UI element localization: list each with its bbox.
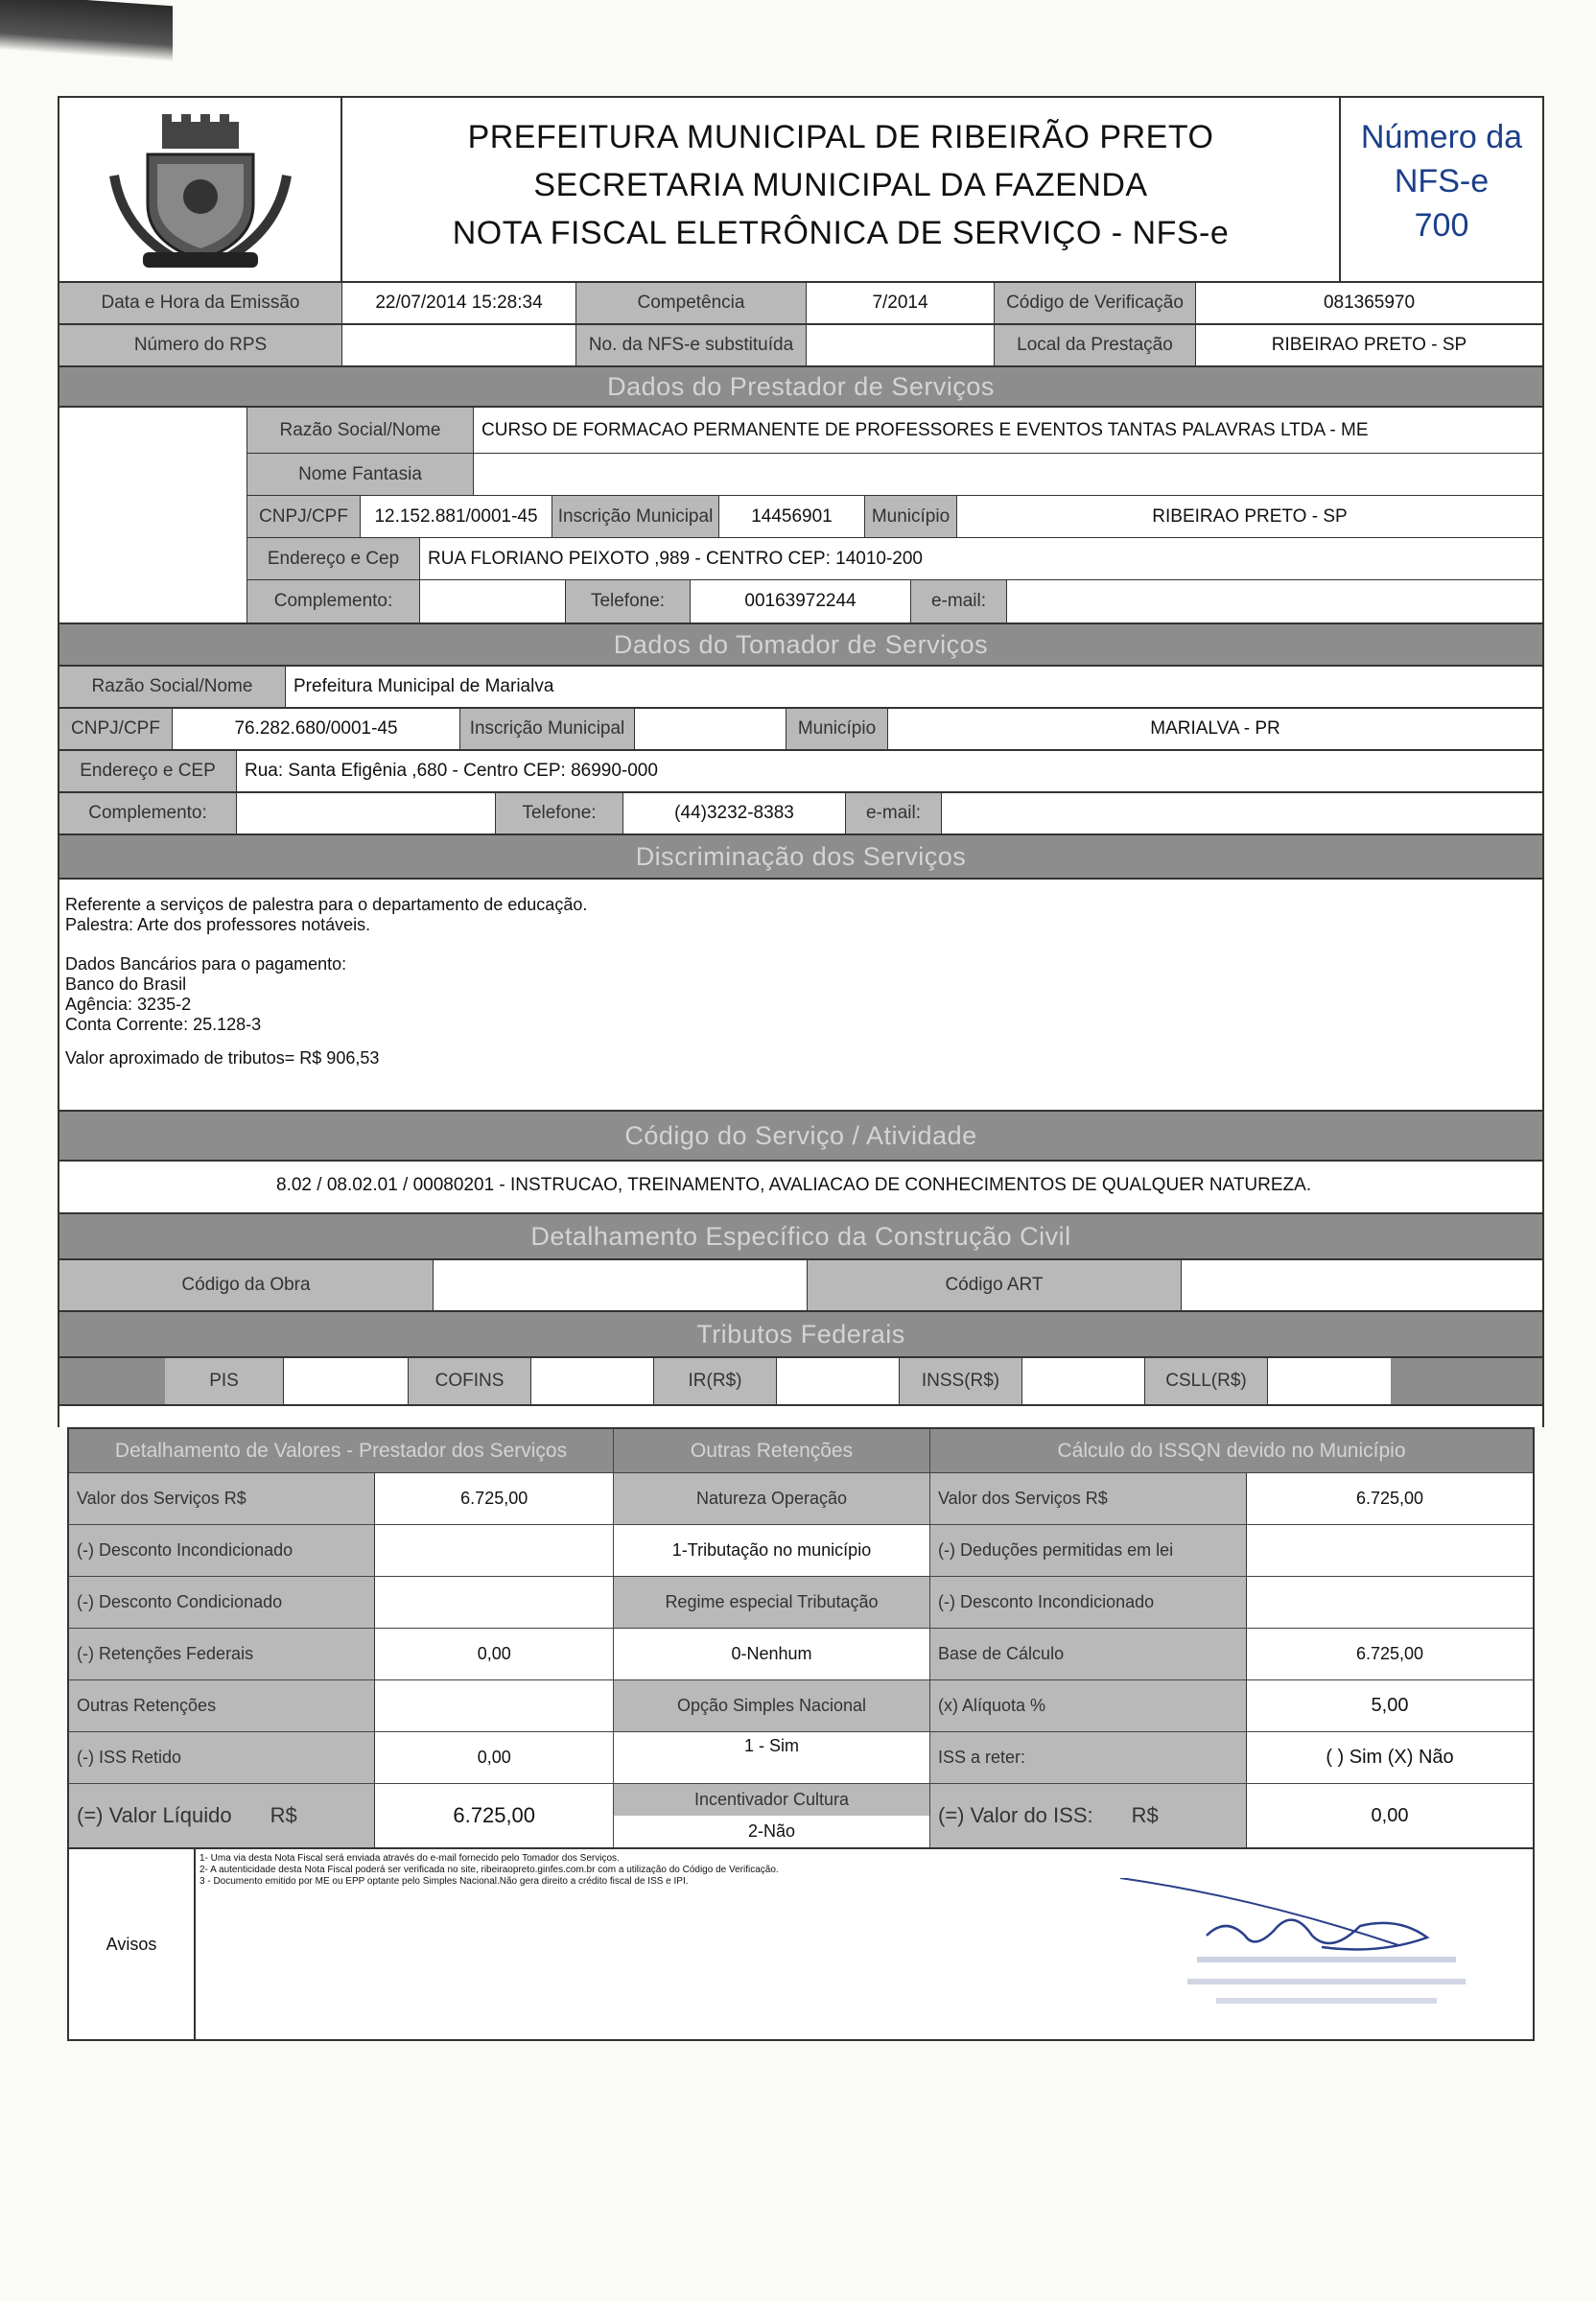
discriminacao-line-4: Banco do Brasil	[65, 974, 187, 994]
issqn-group	[930, 1473, 1533, 1847]
signature-stamp	[1111, 1878, 1475, 2012]
atividade-value: 8.02 / 08.02.01 / 00080201 - INSTRUCAO, TREINAMENTO, AVALIACAO DE CONHECIMENTOS DE QUALQUER NATUREZA.	[58, 1162, 1544, 1214]
prestador-email-label: e-mail:	[911, 580, 1007, 622]
scan-shadow	[0, 0, 173, 61]
prestador-inscricao-value: 14456901	[719, 496, 865, 537]
header-prefeitura: PREFEITURA MUNICIPAL DE RIBEIRÃO PRETO	[467, 119, 1214, 155]
nfse-document	[58, 96, 1544, 2041]
outras-retencoes-value	[375, 1680, 613, 1731]
deducoes-label: (-) Deduções permitidas em lei	[930, 1525, 1247, 1576]
tomador-municipio-value: MARIALVA - PR	[888, 709, 1542, 749]
construcao-section-title: Detalhamento Específico da Construção Civil	[58, 1214, 1544, 1260]
aliquota-label: (x) Alíquota %	[930, 1680, 1247, 1731]
prestador-email-value	[1007, 580, 1542, 622]
emission-row-1	[58, 283, 1544, 325]
nfse-number-value: 700	[1414, 207, 1469, 244]
tomador-telefone-label: Telefone:	[496, 793, 623, 834]
prestador-complemento-label: Complemento:	[247, 580, 420, 622]
discriminacao-body	[58, 880, 1544, 1112]
tomador-complemento-label: Complemento:	[59, 793, 237, 834]
tomador-municipio-label: Município	[786, 709, 888, 749]
tomador-cnpj-value: 76.282.680/0001-45	[173, 709, 460, 749]
csll-label: CSLL(R$)	[1145, 1358, 1268, 1404]
retencoes-federais-value: 0,00	[375, 1629, 613, 1679]
outras-retencoes-label: Outras Retenções	[69, 1680, 375, 1731]
header-secretaria: SECRETARIA MUNICIPAL DA FAZENDA	[533, 167, 1148, 203]
codigo-verificacao-label: Código de Verificação	[995, 283, 1196, 323]
deducoes-value	[1247, 1525, 1533, 1576]
avisos-block	[67, 1849, 1535, 2041]
valor-iss-value: 0,00	[1247, 1784, 1533, 1847]
tomador-section-title: Dados do Tomador de Serviços	[58, 624, 1544, 667]
valor-iss-currency: R$	[1131, 1803, 1159, 1827]
valores-block	[67, 1427, 1535, 1849]
valor-servicos-value: 6.725,00	[375, 1473, 613, 1524]
outras-retencoes-header: Outras Retenções	[614, 1429, 930, 1472]
ir-value	[777, 1358, 900, 1404]
discriminacao-line-2: Palestra: Arte dos professores notáveis.	[65, 915, 371, 934]
issqn-desconto-label: (-) Desconto Incondicionado	[930, 1577, 1247, 1628]
tomador-endereco-value: Rua: Santa Efigênia ,680 - Centro CEP: 86990-000	[237, 751, 1542, 791]
valor-iss-label: (=) Valor do ISS:	[938, 1803, 1093, 1827]
desconto-condicionado-value	[375, 1577, 613, 1628]
emission-row-2	[58, 325, 1544, 367]
competencia-label: Competência	[576, 283, 807, 323]
prestador-fantasia-label: Nome Fantasia	[247, 454, 474, 495]
prestador-endereco-label: Endereço e Cep	[247, 538, 420, 579]
tomador-cnpj-label: CNPJ/CPF	[59, 709, 173, 749]
header	[58, 96, 1544, 283]
tomador-email-value	[942, 793, 1542, 834]
valor-liquido-label-cell	[69, 1784, 375, 1847]
prestador-razao-value: CURSO DE FORMACAO PERMANENTE DE PROFESSORES E EVENTOS TANTAS PALAVRAS LTDA - ME	[474, 408, 1542, 453]
prestador-telefone-value: 00163972244	[691, 580, 911, 622]
discriminacao-line-6: Conta Corrente: 25.128-3	[65, 1015, 262, 1034]
iss-retido-label: (-) ISS Retido	[69, 1732, 375, 1783]
discriminacao-section-title: Discriminação dos Serviços	[58, 835, 1544, 880]
atividade-section-title: Código do Serviço / Atividade	[58, 1112, 1544, 1162]
construcao-row	[58, 1260, 1544, 1312]
pis-value	[284, 1358, 409, 1404]
prestador-cnpj-label: CNPJ/CPF	[247, 496, 361, 537]
tomador-row-2	[58, 709, 1544, 751]
tomador-row-1	[58, 667, 1544, 709]
inss-value	[1022, 1358, 1145, 1404]
tributos-row	[58, 1358, 1544, 1406]
codigo-art-value	[1182, 1260, 1542, 1310]
codigo-verificacao-value: 081365970	[1196, 283, 1542, 323]
retencoes-federais-label: (-) Retenções Federais	[69, 1629, 375, 1679]
iss-retido-value: 0,00	[375, 1732, 613, 1783]
header-titles	[342, 98, 1339, 281]
prestador-telefone-label: Telefone:	[566, 580, 691, 622]
discriminacao-line-1: Referente a serviços de palestra para o departamento de educação.	[65, 895, 588, 914]
prestador-municipio-label: Município	[865, 496, 957, 537]
nfse-substituida-value	[807, 325, 995, 365]
natureza-operacao-label: Natureza Operação	[614, 1473, 929, 1524]
prestador-municipio-value: RIBEIRAO PRETO - SP	[957, 496, 1542, 537]
valores-prestador-group	[69, 1473, 614, 1847]
numero-rps-label: Número do RPS	[59, 325, 342, 365]
data-hora-value: 22/07/2014 15:28:34	[342, 283, 576, 323]
tomador-row-3	[58, 751, 1544, 793]
discriminacao-line-5: Agência: 3235-2	[65, 995, 192, 1014]
header-nota-fiscal: NOTA FISCAL ELETRÔNICA DE SERVIÇO - NFS-e	[452, 215, 1230, 251]
cofins-label: COFINS	[409, 1358, 531, 1404]
tomador-email-label: e-mail:	[846, 793, 942, 834]
issqn-header: Cálculo do ISSQN devido no Município	[1057, 1439, 1406, 1462]
tomador-razao-value: Prefeitura Municipal de Marialva	[286, 667, 1542, 707]
prestador-logo-area	[59, 408, 247, 622]
prestador-endereco-value: RUA FLORIANO PEIXOTO ,989 - CENTRO CEP: 14010-200	[420, 538, 1542, 579]
tomador-razao-label: Razão Social/Nome	[59, 667, 286, 707]
nfse-substituida-label: No. da NFS-e substituída	[576, 325, 807, 365]
numero-rps-value	[342, 325, 576, 365]
issqn-valor-servicos-label: Valor dos Serviços R$	[930, 1473, 1247, 1524]
tributos-section-title: Tributos Federais	[58, 1312, 1544, 1358]
csll-value	[1268, 1358, 1391, 1404]
tomador-inscricao-label: Inscrição Municipal	[460, 709, 635, 749]
valor-liquido-currency: R$	[270, 1803, 297, 1827]
simples-nacional-label: Opção Simples Nacional	[614, 1680, 929, 1731]
aliquota-value: 5,00	[1247, 1680, 1533, 1731]
discriminacao-line-7: Valor aproximado de tributos= R$ 906,53	[65, 1048, 380, 1068]
local-prestacao-label: Local da Prestação	[995, 325, 1196, 365]
desconto-incondicionado-value	[375, 1525, 613, 1576]
avisos-label: Avisos	[69, 1849, 196, 2039]
nfse-number-label-1: Número da	[1360, 119, 1523, 155]
prestador-cnpj-value: 12.152.881/0001-45	[361, 496, 552, 537]
prestador-fantasia-value	[474, 454, 1542, 495]
codigo-art-label: Código ART	[808, 1260, 1182, 1310]
nfse-number-label-2: NFS-e	[1394, 163, 1490, 200]
inss-label: INSS(R$)	[900, 1358, 1022, 1404]
pis-label: PIS	[165, 1358, 284, 1404]
competencia-value: 7/2014	[807, 283, 995, 323]
prestador-inscricao-label: Inscrição Municipal	[552, 496, 719, 537]
prestador-section-title: Dados do Prestador de Serviços	[58, 367, 1544, 408]
aviso-note-1: 1- Uma via desta Nota Fiscal será enviada através do e-mail fornecido pelo Tomador dos Serviços.	[200, 1853, 620, 1864]
local-prestacao-value: RIBEIRAO PRETO - SP	[1196, 325, 1542, 365]
tomador-telefone-value: (44)3232-8383	[623, 793, 846, 834]
tomador-inscricao-value	[635, 709, 786, 749]
tomador-row-4	[58, 793, 1544, 835]
prestador-complemento-value	[420, 580, 566, 622]
avisos-notes	[196, 1849, 1533, 2039]
codigo-obra-label: Código da Obra	[59, 1260, 434, 1310]
iss-reter-label: ISS a reter:	[930, 1732, 1247, 1783]
valor-liquido-label: (=) Valor Líquido	[77, 1803, 232, 1827]
issqn-desconto-value	[1247, 1577, 1533, 1628]
prestador-fields	[247, 408, 1542, 622]
regime-especial-value: 0-Nenhum	[614, 1629, 929, 1679]
valor-liquido-value: 6.725,00	[375, 1784, 613, 1847]
desconto-condicionado-label: (-) Desconto Condicionado	[69, 1577, 375, 1628]
aviso-note-2: 2- A autenticidade desta Nota Fiscal poderá ser verificada no site, ribeiraopreto.ginfes.com.br com a utilização do Código de Verificação.	[200, 1865, 779, 1875]
data-hora-label: Data e Hora da Emissão	[59, 283, 342, 323]
incentivador-cultura-value: 2-Não	[614, 1816, 929, 1847]
codigo-obra-value	[434, 1260, 808, 1310]
coat-of-arms-emblem	[59, 98, 342, 281]
tomador-complemento-value	[237, 793, 496, 834]
regime-especial-label: Regime especial Tributação	[614, 1577, 929, 1628]
base-calculo-label: Base de Cálculo	[930, 1629, 1247, 1679]
tomador-endereco-label: Endereço e CEP	[59, 751, 237, 791]
base-calculo-value: 6.725,00	[1247, 1629, 1533, 1679]
prestador-block	[58, 408, 1544, 624]
nfse-number-box	[1339, 98, 1542, 281]
iss-reter-value: ( ) Sim (X) Não	[1247, 1732, 1533, 1783]
valores-prestador-header: Detalhamento de Valores - Prestador dos Serviços	[69, 1429, 614, 1472]
issqn-valor-servicos-value: 6.725,00	[1247, 1473, 1533, 1524]
aviso-note-3: 3 - Documento emitido por ME ou EPP optante pelo Simples Nacional.Não gera direito a crédito fiscal de ISS e IPI.	[200, 1876, 689, 1887]
outras-retencoes-group	[614, 1473, 930, 1847]
prestador-razao-label: Razão Social/Nome	[247, 408, 474, 453]
valor-iss-label-cell	[930, 1784, 1247, 1847]
natureza-operacao-value: 1-Tributação no município	[614, 1525, 929, 1576]
desconto-incondicionado-label: (-) Desconto Incondicionado	[69, 1525, 375, 1576]
simples-nacional-value: 1 - Sim	[614, 1732, 929, 1783]
cofins-value	[531, 1358, 654, 1404]
discriminacao-line-3: Dados Bancários para o pagamento:	[65, 954, 347, 974]
valor-servicos-label: Valor dos Serviços R$	[69, 1473, 375, 1524]
ir-label: IR(R$)	[654, 1358, 777, 1404]
incentivador-cultura-label: Incentivador Cultura	[614, 1784, 929, 1816]
